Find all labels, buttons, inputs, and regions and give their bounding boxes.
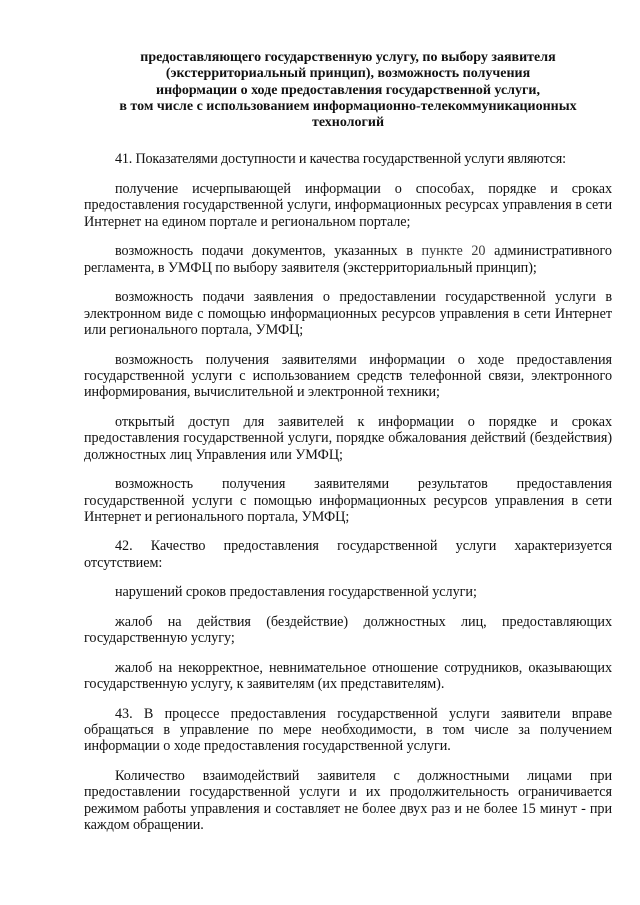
clause-reference-link[interactable]: пункте 20 [421, 243, 486, 260]
paragraph-42: 42. Качество предоставления государственной услуги характеризуется отсутствием: [84, 538, 612, 571]
paragraph-42-item-1: нарушений сроков предоставления государственной услуги; [115, 584, 477, 601]
heading-line: технологий [311, 115, 385, 131]
paragraph-text: возможность подачи документов, указанных в [115, 243, 422, 260]
paragraph-41: 41. Показателями доступности и качества государственной услуги являются: [115, 151, 566, 168]
paragraph-41-item-4: возможность получения заявителями информации о ходе предоставления государственной услуги с использованием средств телефонной связи, электронного информирования, вычислительной и электронной техники; [84, 351, 612, 401]
paragraph-text: административного регламента, в УМФЦ по выбору заявителя (экстерриториальный принцип); [84, 243, 612, 276]
paragraph-41-item-3: возможность подачи заявления о предоставлении государственной услуги в электронном виде с помощью информационных ресурсов управления в сети Интернет или регионального портала, УМФЦ; [84, 289, 612, 339]
heading-line: в том числе с использованием информационно-телекоммуникационных [119, 98, 577, 114]
paragraph-43-item-1: Количество взаимодействий заявителя с должностными лицами при предоставлении государственной услуги и их продолжительность ограничивается режимом работы управления и составляет не более двух раз и не более 15 минут - при каждом обращении. [84, 767, 612, 834]
heading-line: информации о ходе предоставления государственной услуги, [156, 82, 540, 98]
document-page [84, 50, 612, 847]
document-body [84, 151, 612, 833]
paragraph-41-item-1: получение исчерпывающей информации о способах, порядке и сроках предоставления государственной услуги, информационных ресурсах управления в сети Интернет на едином портале и региональном портале; [84, 180, 612, 230]
paragraph-41-item-6: возможность получения заявителями результатов предоставления государственной услуги с помощью информационных ресурсов управления в сети Интернет и регионального портала, УМФЦ; [84, 476, 612, 525]
paragraph-41-item-2 [84, 243, 612, 276]
section-heading [84, 50, 612, 131]
heading-line: (экстерриториальный принцип), возможность получения [165, 66, 531, 82]
heading-line: предоставляющего государственную услугу, по выбору заявителя [140, 50, 556, 65]
paragraph-43: 43. В процессе предоставления государственной услуги заявители вправе обращаться в управление по мере необходимости, в том числе за получением информации о ходе предоставления государственной услуги. [84, 705, 612, 755]
paragraph-41-item-5: открытый доступ для заявителей к информации о порядке и сроках предоставления государственной услуги, порядке обжалования действий (бездействия) должностных лиц Управления или УМФЦ; [84, 413, 612, 463]
paragraph-42-item-2: жалоб на действия (бездействие) должностных лиц, предоставляющих государственную услугу; [84, 613, 612, 647]
paragraph-42-item-3: жалоб на некорректное, невнимательное отношение сотрудников, оказывающих государственную услугу, к заявителям (их представителям). [84, 659, 612, 693]
